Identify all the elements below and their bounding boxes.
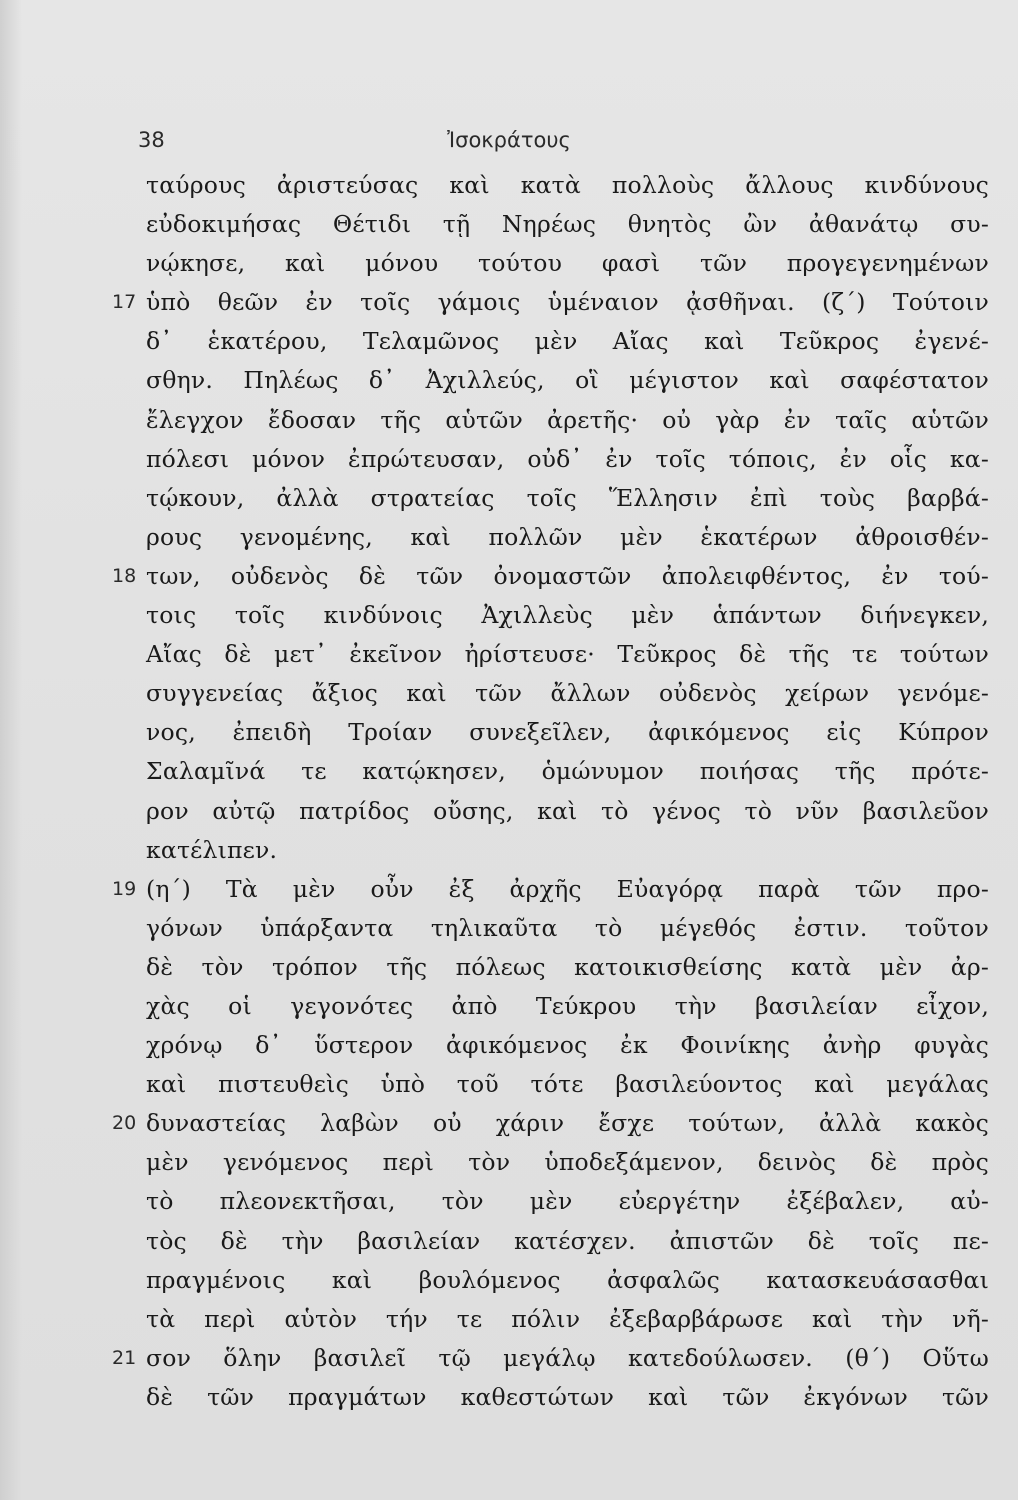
text-line [0,479,1018,518]
line-text: ταύρους ἀριστεύσας καὶ κατὰ πολλοὺς ἄλλους κινδύνους [146,171,989,199]
line-text: Αἴας δὲ μετ᾽ ἐκεῖνον ἠρίστευσε· Τεῦκρος δὲ τῆς τε τούτων [146,640,989,669]
line-text: τὸς δὲ τὴν βασιλείαν κατέσχεν. ἀπιστῶν δὲ τοῖς πε- [146,1226,989,1255]
line-text: δ᾽ ἑκατέρου, Τελαμῶνος μὲν Αἴας καὶ Τεῦκρος ἐγενέ- [146,327,989,356]
line-text: εὐδοκιμήσας Θέτιδι τῇ Νηρέως θνητὸς ὢν ἀθανάτῳ συ- [146,210,989,239]
text-line [0,1339,1018,1378]
text-line [0,401,1018,440]
line-text: (η΄) Τὰ μὲν οὖν ἐξ ἀρχῆς Εὐαγόρᾳ παρὰ τῶν προ- [146,874,989,903]
line-text: Σαλαμῖνά τε κατῴκησεν, ὁμώνυμον ποιήσας τῆς πρότε- [146,757,989,786]
text-line [0,1065,1018,1104]
line-text: νος, ἐπειδὴ Τροίαν συνεξεῖλεν, ἀφικόμενος εἰς Κύπρον [146,718,989,747]
page-header [0,128,1018,158]
text-line [0,1378,1018,1417]
text-line [0,518,1018,557]
text-line [0,1182,1018,1221]
section-number: 20 [112,1112,137,1135]
line-text: πόλεσι μόνον ἐπρώτευσαν, οὐδ᾽ ἐν τοῖς τόποις, ἐν οἷς κα- [146,444,989,473]
text-line [0,322,1018,361]
line-text: τὰ περὶ αὑτὸν τήν τε πόλιν ἐξεβαρβάρωσε καὶ τὴν νῆ- [146,1304,989,1333]
line-text: χρόνῳ δ᾽ ὕστερον ἀφικόμενος ἐκ Φοινίκης ἀνὴρ φυγὰς [146,1031,989,1060]
line-text: χὰς οἱ γεγονότες ἀπὸ Τεύκρου τὴν βασιλείαν εἶχον, [146,991,989,1020]
section-number: 17 [112,291,137,314]
text-line [0,792,1018,831]
text-line [0,166,1018,205]
body-text [0,166,1018,1417]
section-number: 19 [112,877,137,900]
text-line [0,987,1018,1026]
running-title: Ἰσοκράτους [447,128,571,152]
line-text: τὸ πλεονεκτῆσαι, τὸν μὲν εὐεργέτην ἐξέβαλεν, αὐ- [146,1187,989,1216]
text-line [0,1222,1018,1261]
line-text: πραγμένοις καὶ βουλόμενος ἀσφαλῶς κατασκευάσασθαι [146,1265,989,1294]
text-line [0,557,1018,596]
text-line [0,283,1018,322]
text-line [0,244,1018,283]
line-text: των, οὐδενὸς δὲ τῶν ὀνομαστῶν ἀπολειφθέντος, ἐν τού- [146,561,989,590]
line-text: ἔλεγχον ἔδοσαν τῆς αὑτῶν ἀρετῆς· οὐ γὰρ ἐν ταῖς αὑτῶν [146,405,989,434]
line-text: καὶ πιστευθεὶς ὑπὸ τοῦ τότε βασιλεύοντος καὶ μεγάλας [146,1070,989,1099]
text-line [0,1026,1018,1065]
text-line [0,1104,1018,1143]
line-text: τοις τοῖς κινδύνοις Ἀχιλλεὺς μὲν ἁπάντων διήνεγκεν, [146,601,989,630]
text-line [0,1300,1018,1339]
text-line [0,1143,1018,1182]
text-line [0,752,1018,791]
text-line [0,1261,1018,1300]
line-text: νῴκησε, καὶ μόνου τούτου φασὶ τῶν προγεγενημένων [146,249,989,278]
text-line [0,596,1018,635]
line-text: δυναστείας λαβὼν οὐ χάριν ἔσχε τούτων, ἀλλὰ κακὸς [146,1109,989,1138]
text-line [0,870,1018,909]
line-text: ρον αὐτῷ πατρίδος οὔσης, καὶ τὸ γένος τὸ νῦν βασιλεῦον [146,796,989,825]
line-text: ρους γενομένης, καὶ πολλῶν μὲν ἑκατέρων ἀθροισθέν- [146,522,989,551]
line-text: σον ὅλην βασιλεῖ τῷ μεγάλῳ κατεδούλωσεν. (θ΄) Οὕτω [146,1343,989,1372]
text-line [0,831,1018,870]
line-text: ὑπὸ θεῶν ἐν τοῖς γάμοις ὑμέναιον ᾀσθῆναι. (ζ΄) Τούτοιν [146,288,989,317]
text-line [0,948,1018,987]
line-text: συγγενείας ἄξιος καὶ τῶν ἄλλων οὐδενὸς χείρων γενόμε- [146,679,989,708]
line-text: δὲ τὸν τρόπον τῆς πόλεως κατοικισθείσης κατὰ μὲν ἀρ- [146,952,989,981]
section-number: 21 [112,1346,137,1369]
section-number: 18 [112,564,137,587]
line-text: μὲν γενόμενος περὶ τὸν ὑποδεξάμενον, δεινὸς δὲ πρὸς [146,1148,989,1177]
line-text: γόνων ὑπάρξαντα τηλικαῦτα τὸ μέγεθός ἐστιν. τοῦτον [146,913,989,942]
page-number: 38 [138,128,165,152]
line-text: τῴκουν, ἀλλὰ στρατείας τοῖς Ἕλλησιν ἐπὶ τοὺς βαρβά- [146,483,989,512]
text-line [0,674,1018,713]
line-text: δὲ τῶν πραγμάτων καθεστώτων καὶ τῶν ἐκγόνων τῶν [146,1382,989,1411]
text-line [0,635,1018,674]
text-line [0,361,1018,400]
text-line [0,713,1018,752]
line-text: σθην. Πηλέως δ᾽ Ἀχιλλεύς, οἳ μέγιστον καὶ σαφέστατον [146,366,989,395]
line-text: κατέλιπεν. [146,835,278,864]
text-line [0,909,1018,948]
text-line [0,440,1018,479]
text-line [0,205,1018,244]
